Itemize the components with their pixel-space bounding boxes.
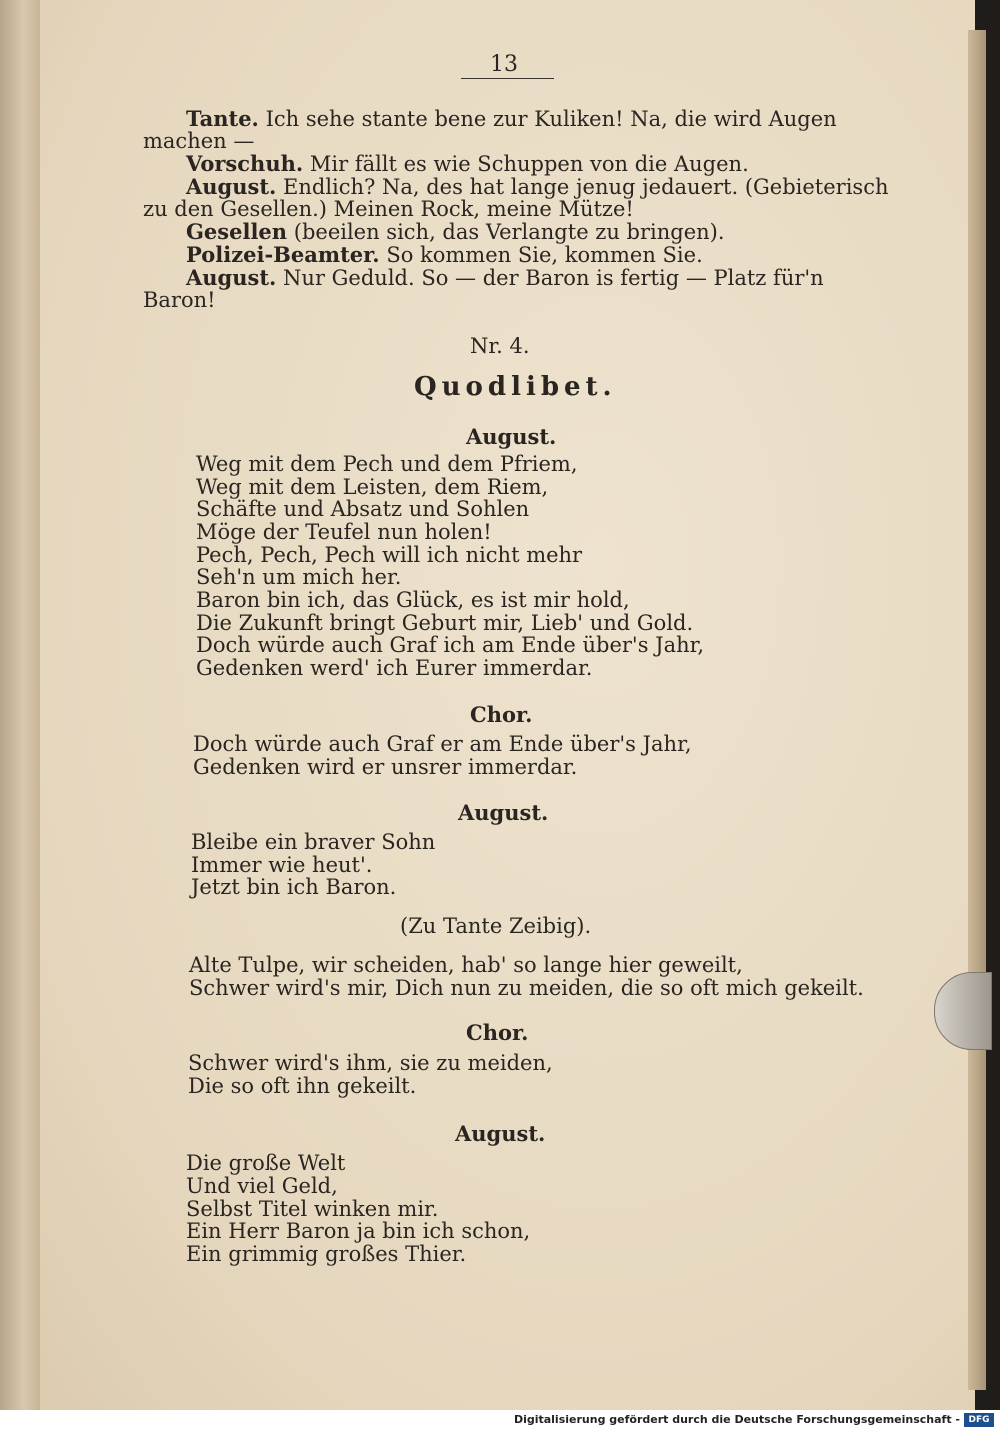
stage-direction: (beeilen sich, das Verlangte zu bringen). xyxy=(293,220,725,244)
song-title: Quodlibet. xyxy=(414,372,617,402)
verse-line: Schwer wird's ihm, sie zu meiden, xyxy=(188,1051,553,1075)
dialogue-text: machen — xyxy=(143,129,255,153)
verse-line: Selbst Titel winken mir. xyxy=(186,1197,439,1221)
verse-line: Doch würde auch Graf ich am Ende über's Jahr, xyxy=(196,633,705,657)
verse-line: Die Zukunft bringt Geburt mir, Lieb' und Gold. xyxy=(196,611,694,635)
prose-line xyxy=(186,151,749,176)
verse-line: Gedenken wird er unsrer immerdar. xyxy=(193,755,578,779)
number-heading: Nr. 4. xyxy=(470,334,530,358)
verse-line: Möge der Teufel nun holen! xyxy=(196,520,492,544)
prose-line xyxy=(186,174,889,199)
page-stack-edge xyxy=(968,30,986,1390)
prose-line xyxy=(143,129,254,153)
dialogue-text: Endlich? Na, des hat lange jenug jedauert. (Gebieterisch xyxy=(283,175,889,199)
funding-notice: Digitalisierung gefördert durch die Deutsche Forschungsgemeinschaft - xyxy=(513,1413,960,1426)
verse-line: Jetzt bin ich Baron. xyxy=(191,875,397,899)
prose-line xyxy=(143,197,634,221)
dialogue-text: So kommen Sie, kommen Sie. xyxy=(386,243,703,267)
dialogue-text: Ich sehe stante bene zur Kuliken! Na, die wird Augen xyxy=(265,107,837,131)
speaker-name: August. xyxy=(186,265,277,290)
prose-line xyxy=(186,265,824,290)
dialogue-text: zu den Gesellen.) Meinen Rock, meine Mütze! xyxy=(143,197,634,221)
speaker-name: Gesellen xyxy=(186,219,288,244)
verse-line: Und viel Geld, xyxy=(186,1174,338,1198)
verse-line: Ein Herr Baron ja bin ich schon, xyxy=(186,1219,531,1243)
verse-line: Schwer wird's mir, Dich nun zu meiden, die so oft mich gekeilt. xyxy=(189,976,864,1000)
verse-line: Die so oft ihn gekeilt. xyxy=(188,1074,417,1098)
verse-line: Immer wie heut'. xyxy=(191,853,373,877)
verse-line: Gedenken werd' ich Eurer immerdar. xyxy=(196,656,593,680)
prose-line xyxy=(186,219,725,244)
verse-line: Weg mit dem Leisten, dem Riem, xyxy=(196,475,549,499)
dialogue-text: Mir fällt es wie Schuppen von die Augen. xyxy=(309,152,749,176)
section-heading: Chor. xyxy=(466,1020,529,1045)
dfg-logo: DFG xyxy=(964,1413,994,1427)
page-number-rule xyxy=(461,78,554,79)
section-heading: Chor. xyxy=(470,702,533,727)
verse-line: Die große Welt xyxy=(186,1151,346,1175)
verse-line: Schäfte und Absatz und Sohlen xyxy=(196,497,530,521)
verse-line: Alte Tulpe, wir scheiden, hab' so lange hier geweilt, xyxy=(189,953,743,977)
verse-line: Doch würde auch Graf er am Ende über's Jahr, xyxy=(193,732,692,756)
speaker-name: Vorschuh. xyxy=(186,151,304,176)
prose-line xyxy=(186,106,837,131)
stage-direction: (Zu Tante Zeibig). xyxy=(400,914,592,938)
section-heading: August. xyxy=(455,1121,546,1146)
verse-line: Baron bin ich, das Glück, es ist mir hold, xyxy=(196,588,630,612)
section-heading: August. xyxy=(466,424,557,449)
speaker-name: August. xyxy=(186,174,277,199)
verse-line: Bleibe ein braver Sohn xyxy=(191,830,436,854)
dialogue-text: Nur Geduld. So — der Baron is fertig — Platz für'n xyxy=(283,266,824,290)
prose-line xyxy=(186,242,703,267)
digitization-footer xyxy=(0,1410,1000,1431)
speaker-name: Polizei-Beamter. xyxy=(186,242,380,267)
verse-line: Ein grimmig großes Thier. xyxy=(186,1242,467,1266)
speaker-name: Tante. xyxy=(186,106,259,131)
facing-page-edge xyxy=(0,0,40,1410)
prose-line xyxy=(143,288,216,312)
section-heading: August. xyxy=(458,800,549,825)
page-number: 13 xyxy=(490,52,518,77)
dialogue-text: Baron! xyxy=(143,288,216,312)
verse-line: Seh'n um mich her. xyxy=(196,565,402,589)
verse-line: Weg mit dem Pech und dem Pfriem, xyxy=(196,452,578,476)
verse-line: Pech, Pech, Pech will ich nicht mehr xyxy=(196,543,583,567)
